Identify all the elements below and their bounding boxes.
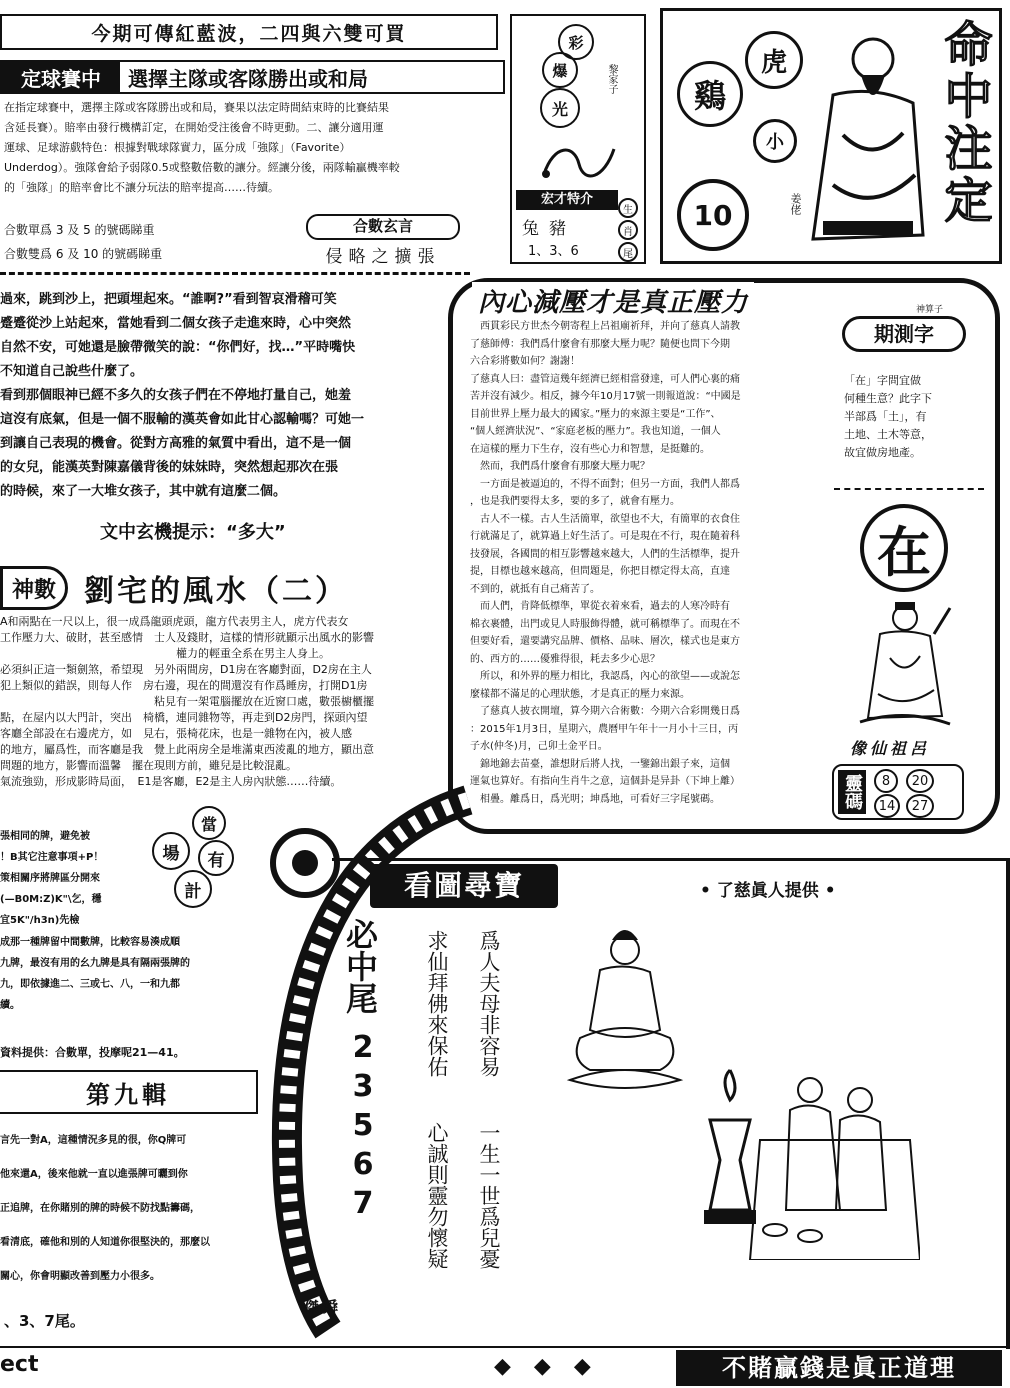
sage-portrait-icon	[803, 25, 931, 249]
football-line: 的「強隊」的賠率會比不讓分玩法的賠率提高……待續。	[4, 181, 279, 194]
pressure-line: 苦并沒有減少。相反，據今年10月17號一則報道說：“中國是	[470, 391, 741, 402]
section-line: 他來還A，後來他就一直以進張牌可曬到你	[0, 1169, 188, 1180]
zodiac-line: 故宜做房地產。	[844, 446, 921, 459]
section-title: 第九輯	[86, 1080, 170, 1109]
fengshui-title: 劉宅的風水（二）	[84, 574, 348, 609]
story-line: 到讓自己表現的機會。從對方高雅的氣質中看出，這不是一個	[0, 436, 352, 451]
story-hint	[100, 518, 286, 544]
card-line: 宜5K"/h3n)先檢	[0, 915, 80, 926]
card-line: 續。	[0, 1000, 20, 1011]
pressure-line: 棉衣裹體，出門或見人時服飾得體，就可稱標準了。而現在不	[470, 618, 740, 630]
card-line: 九牌，最沒有用的幺九牌是具有隔兩張牌的	[0, 958, 190, 969]
ball-ten: 10	[677, 179, 749, 251]
section-title-box	[0, 1070, 258, 1114]
zodiac-rule	[834, 488, 984, 490]
pressure-line: 了慈真人曰：盡管這幾年經濟已經相當發達，可人們心裏的痛	[470, 373, 740, 385]
pressure-line: “個人經濟狀況”、“家庭老板的壓力”。我也知道，一個人	[470, 426, 721, 437]
mini-circle-3: 光	[540, 88, 580, 128]
fengshui-line: 氣流強勁，形成影時局面， E1是客廳，E2是主人房內狀態……待續。	[0, 775, 342, 788]
stamp-box	[272, 214, 494, 267]
story-line: 自然不安，可她還是臉帶微笑的說：“你們好，找…”平時嘴快	[0, 340, 356, 355]
top-banner	[0, 14, 498, 50]
code-label: 靈碼	[838, 770, 866, 814]
pressure-line: 子水(仲冬)月，己卯土金平日。	[470, 741, 608, 752]
numbers-even: 合數雙爲 6 及 10 的號碼睇重	[4, 247, 163, 261]
football-article	[4, 98, 504, 198]
pressure-line: 的、西方的……優雅得很，耗去多少心思？	[470, 653, 660, 665]
code-ball: 27	[906, 794, 934, 818]
poem-line: 求仙拜佛來保佑	[425, 930, 449, 1077]
football-tag: 定球賽中	[2, 62, 120, 92]
fengshui-line: 權力的輕重全系在男主人身上。	[0, 647, 330, 660]
story-line: 過來，跳到沙上，把頭埋起來。“誰啊?”看到智哀滑稽可笑	[0, 292, 337, 307]
pressure-line: 不到的，就抵有自己痛苦了。	[470, 583, 600, 595]
ball-tiger: 虎	[745, 31, 803, 89]
mini-side-tag: 肖	[618, 220, 638, 240]
pressure-line: 錦地錦去苗臺，誰想財后將人找，一鑒錦出銀子來，這個	[470, 758, 730, 770]
pressure-article	[470, 318, 822, 808]
top-banner-text: 今期可傳紅藍波，二四與六雙可買	[91, 22, 407, 45]
section-line: 正追牌，在你賭別的牌的時候不防找點籌碼，	[0, 1203, 200, 1214]
story-line: 的女兒，能漢英對陳嘉儀背後的妹妹時，突然想起那次在張	[0, 460, 339, 475]
mini-circle-1: 彩	[558, 24, 594, 60]
card-line: 成那一種牌留中間數牌，比較容易湊成順	[0, 937, 180, 948]
story-line: 不知道自己說些什麼了。	[0, 364, 144, 379]
code-panel	[832, 764, 964, 820]
hint-value: “多大”	[226, 522, 286, 543]
section-article	[0, 1124, 272, 1294]
pressure-line: 六合彩將數如何？謝謝！	[470, 356, 580, 367]
fengshui-line: 必須糾正這一類劍煞，希望現 另外兩間房，D1房在客廳對面，D2房在主人	[0, 663, 372, 676]
fengshui-line: 粘見有一架電腦擺放在近窗口處，數張櫥櫃擺	[0, 695, 374, 708]
fate-title: 命中注定	[936, 19, 992, 227]
top-divider	[0, 272, 470, 275]
footer-rule	[0, 1346, 1010, 1348]
section-line: 關心，你會明顯改善到壓力小很多。	[0, 1271, 160, 1282]
pressure-line: 了慈真人披衣開壇，算今期六合術數：今期六合彩開幾日爲	[470, 706, 740, 717]
code-ball: 8	[874, 769, 898, 793]
stamp-char: 有	[198, 840, 234, 876]
card-line: 策相關序將牌區分開來	[0, 873, 100, 884]
poem-line: 爲人夫母非容易	[477, 930, 501, 1077]
zodiac-box	[828, 302, 984, 822]
story-line: 這沒有底氣，但是一個不服輸的漢英會如此甘心認輸嗎？可她一	[0, 412, 365, 427]
stamp-title: 合數玄言	[306, 214, 460, 240]
fengshui-line: 的地方，屬爲性，而客廳是我 覺上此兩房全是堆滿東西淩亂的地方，顯出意	[0, 743, 374, 756]
fengshui-article	[0, 614, 440, 790]
section-line: 言先一對A，這種情況多見的很，你Q牌可	[0, 1135, 187, 1146]
praying-couple-icon	[690, 1060, 920, 1260]
ball-rooster: 鷄	[677, 61, 743, 127]
section-line: 看清底，確他和別的人知道你很堅決的，那麼以	[0, 1237, 210, 1248]
pressure-line: 行就滿足了，就算過上好生活了。可是現在不行，現在隨着科	[470, 531, 740, 542]
card-line: (—B0M:Z)K"\乞，穩	[0, 894, 102, 905]
treasure-provider: • 了慈眞人提供 •	[700, 881, 836, 901]
code-ball: 20	[906, 769, 934, 793]
football-line: Underdog）。強隊會給予弱隊0.5或整數倍數的讓分。經讓分後，兩隊輸贏機率較	[4, 161, 400, 174]
pressure-line: 目前世界上壓力最大的國家。”壓力的來源主要是“工作”、	[470, 408, 721, 420]
tail-number-list	[346, 1028, 380, 1223]
fengshui-line: 客廳全部設在右邊虎方，如 見右，張椅花床，也是一雜物在內，被人感	[0, 727, 352, 740]
fengshui-line: A和兩點在一尺以上，很一成爲龍頭虎頭，龍方代表男主人，虎方代表女	[0, 615, 349, 628]
zodiac-line: 「在」字問宜做	[844, 374, 921, 387]
stamp-sub: 侵略之擴張	[325, 247, 441, 267]
zodiac-line: 何種生意？此字下	[844, 392, 932, 405]
fengshui-line: 犯上類似的錯誤，則每人作 房右邊，現在的間還沒有作爲睡房，打開D1房	[0, 679, 368, 692]
card-line: ！B其它注意事項+P！	[0, 852, 104, 863]
mini-vertical: 黎家子	[606, 64, 617, 94]
card-stamp	[148, 806, 258, 910]
pressure-line: 運氣也算好。有指向生肖牛之意，這個卦是异卦（下坤上離）	[470, 776, 740, 787]
fengshui-line: 點，在屋内以大門計，突出 椅橋，連同雜物等，再走到D2房門，探頭內望	[0, 711, 368, 724]
story-line: 看到那個眼神已經不多久的女孩子們在不停地打量自己，她羞	[0, 388, 352, 403]
pressure-line: 一方面是被逼迫的，不得不面對；但另一方面，我們人都爲	[470, 478, 740, 490]
tail-number: 7	[352, 1186, 374, 1221]
pressure-line: 相疊。離爲日，爲光明；坤爲地，可看好三字尾號碼。	[470, 793, 720, 805]
pressure-line: 技發展，各國間的相互影響越來越大，人們的生活標準，提升	[470, 548, 740, 560]
mini-panel	[510, 14, 646, 264]
mini-label: 宏才特介	[516, 190, 618, 210]
zodiac-line: 土地、土木等意，	[844, 428, 932, 441]
story-line: 蹙蹙從沙上站起來，當她看到二個女孩子走進來時，心中突然	[0, 316, 352, 331]
dragon-ornament-icon	[534, 134, 624, 186]
numbers-odd: 合數單爲 3 及 5 的號碼睇重	[4, 223, 155, 237]
big-char: 在	[877, 519, 931, 584]
zodiac-line: 半部爲「土」，有	[844, 410, 927, 423]
zodiac-text	[844, 372, 982, 462]
pressure-title: 內心減壓才是真正壓力	[472, 282, 754, 319]
poem-line: 心誠則靈勿懷疑	[425, 1122, 449, 1269]
footer-diamonds: ◆ ◆ ◆	[494, 1354, 599, 1379]
stamp-char: 場	[152, 832, 190, 870]
card-article-wide	[0, 932, 270, 1016]
portrait-caption: 像仙祖呂	[850, 739, 931, 758]
football-line: 在指定球賽中，選擇主隊或客隊勝出或和局，賽果以法定時間結束時的比賽結果	[4, 101, 389, 114]
pressure-line: 西貫彩民方世杰今朝寄程上呂祖廟祈拜，并向了慈真人請教	[470, 321, 740, 332]
pressure-line: 麼樣都不滿足的心理狀態，才是真正的壓力來源。	[470, 688, 690, 700]
pressure-line: 了慈師傅：我們爲什麼會有那麼大壓力呢？隨便也問下今期	[470, 338, 730, 350]
tail-number: 5	[352, 1108, 374, 1143]
pressure-line: 但要好看，還要講究品牌、價格、品味、層次，樣式也是東方	[470, 636, 740, 647]
pressure-line: 然而，我們爲什麼會有那麼大壓力呢？	[470, 461, 650, 472]
pressure-line: 所以，和外界的壓力相比，我認爲，內心的欲望——或說怎	[470, 671, 740, 682]
card-source: 資料提供：合數單，投摩呢21—41。	[0, 1046, 185, 1059]
pressure-line: ，也是我們要得太多，要的多了，就會有壓力。	[470, 496, 680, 507]
fengshui-line: 問題的地方，影響而溫馨 擺在現則方前，雖兒是比較混亂。	[0, 759, 297, 772]
eye-icon	[270, 828, 340, 898]
football-headline: 選擇主隊或客隊勝出或和局	[128, 66, 368, 91]
stamp-char: 當	[192, 806, 226, 840]
pressure-line: 而人們，肯降低標準，單從衣着來看，過去的人寒冷時有	[470, 601, 730, 612]
tail-number: 3	[352, 1069, 374, 1104]
pressure-line: 在這樣的壓力下生存，沒有些心力和智慧，是挺難的。	[470, 443, 710, 455]
footer-slogan: 不賭贏錢是眞正道理	[676, 1350, 1002, 1386]
big-char-circle	[860, 504, 948, 592]
mini-word: 兔豬	[522, 219, 576, 239]
foot-nums: 、3、7尾。	[4, 1312, 85, 1330]
football-line: 運球、足球游戲特色：根據對戰球隊實力，區分成「強隊」（Favorite）	[4, 141, 351, 154]
tail-number: 6	[352, 1147, 374, 1182]
treasure-title: 看圖尋寶	[370, 864, 558, 908]
fengshui-badge: 神數	[0, 566, 68, 610]
tail-number: 2	[352, 1030, 374, 1065]
mini-side-tag: 生	[618, 198, 638, 218]
fengshui-line: 工作壓力大、破財，甚至感情 士人及錢財，這樣的情形就顯示出風水的影響	[0, 631, 374, 644]
card-line: 張相同的牌，避免被	[0, 831, 90, 842]
zodiac-top-tag: 神算子	[916, 305, 944, 315]
pressure-line: 提，目標也越來越高，但問題是，你把目標定得太高，直達	[470, 566, 730, 577]
card-line: 九，即依據進二、三或七、八，一和九都	[0, 979, 180, 990]
football-line: 含延長賽）。賠率由發行機構訂定，在開始受注後會不時更動。二、讓分適用運	[4, 121, 384, 134]
football-header	[0, 60, 505, 94]
ball-small: 小	[753, 119, 797, 163]
zodiac-title: 期測字	[842, 316, 966, 352]
mini-side-tag: 尾	[618, 242, 638, 262]
pressure-line: ：2015年1月3日，星期六，農曆甲午年十一月小十三日，丙	[470, 723, 739, 735]
immortal-portrait-icon	[850, 598, 960, 728]
lady-on-lotus-icon	[540, 920, 710, 1100]
code-ball: 14	[874, 794, 900, 818]
mini-nums: 1、3、6	[528, 244, 579, 259]
signature: 傑舜	[304, 1298, 343, 1316]
hint-label: 文中玄機提示：	[100, 522, 226, 543]
story-line: 的時候，來了一大堆女孩子，其中就有這麼二個。	[0, 484, 287, 499]
footer-left: ect	[0, 1352, 39, 1377]
fate-box	[660, 8, 1002, 264]
poem-line: 一生一世爲兒憂	[477, 1122, 501, 1269]
stamp-char: 計	[174, 870, 212, 908]
pressure-line: 古人不一樣。古人生活簡單，欲望也不大，有簡單的衣食住	[470, 513, 740, 525]
author-name: 姜佬	[789, 193, 802, 215]
story-article	[0, 288, 438, 504]
mini-circle-2: 爆	[542, 52, 578, 88]
bi-zhong-title: 必中尾	[341, 918, 379, 1014]
